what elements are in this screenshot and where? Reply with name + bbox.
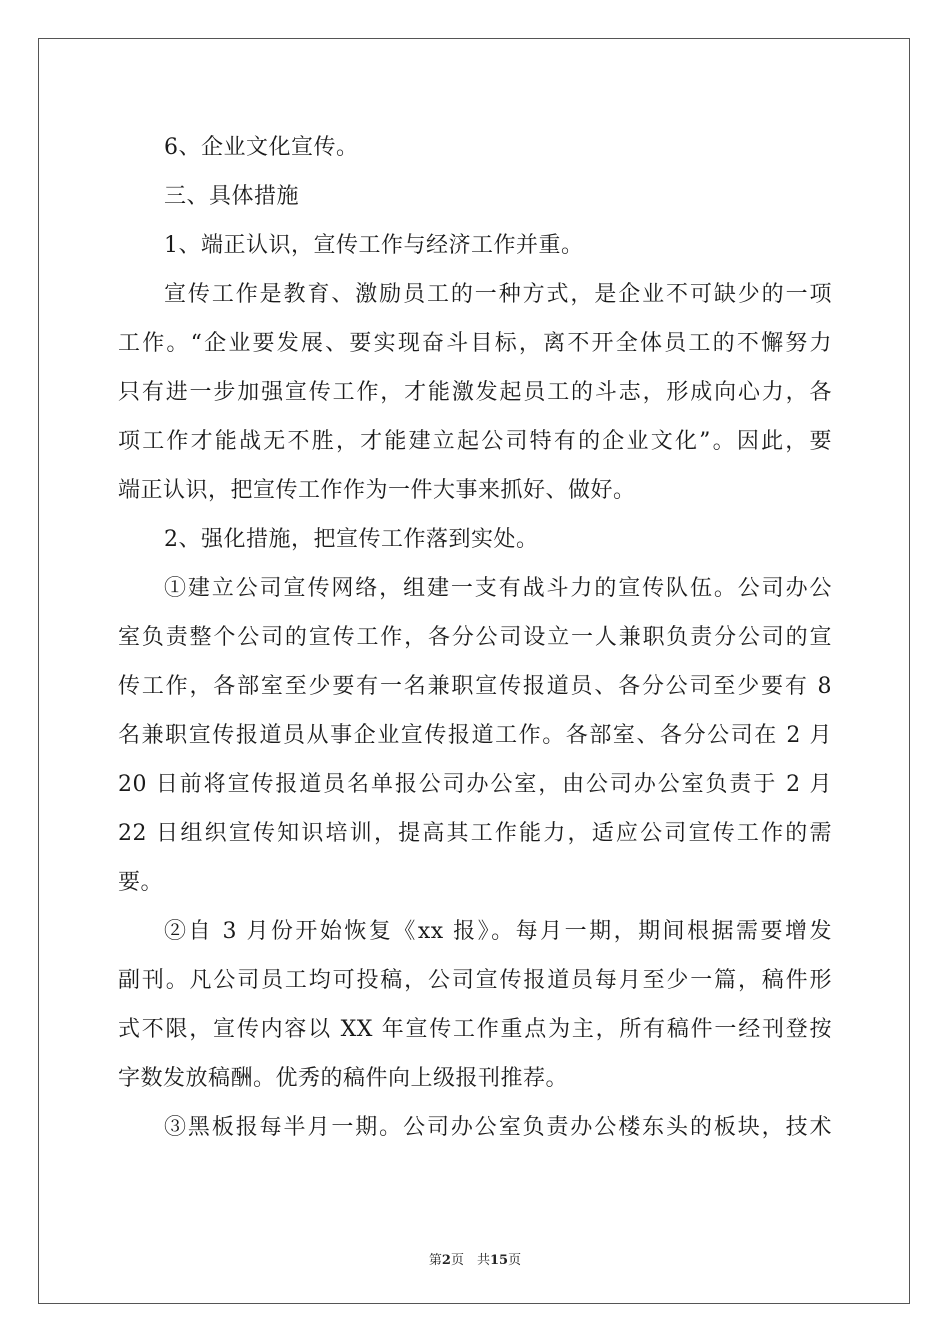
text-line: ③黑板报每半月一期。公司办公室负责办公楼东头的板块，技术: [164, 1115, 832, 1140]
document-body: [118, 123, 832, 1152]
text-line: 只有进一步加强宣传工作，才能激发起员工的斗志，形成向心力，各: [118, 380, 832, 405]
total-page-count: 15: [489, 1253, 509, 1268]
text-line: 室负责整个公司的宣传工作，各分公司设立一人兼职负责分公司的宣: [118, 625, 832, 650]
text-line: 三、具体措施: [164, 184, 300, 209]
text-line: 副刊。凡公司员工均可投稿，公司宣传报道员每月至少一篇，稿件形: [118, 968, 832, 993]
text-line: 20 日前将宣传报道员名单报公司办公室，由公司办公室负责于 2 月: [118, 772, 832, 797]
footer-prefix: 第: [428, 1253, 442, 1268]
current-page-number: 2: [441, 1253, 451, 1268]
footer-middle: 页 共: [450, 1253, 490, 1268]
text-line: 2、强化措施，把宣传工作落到实处。: [164, 527, 539, 552]
text-line: 1、端正认识，宣传工作与经济工作并重。: [164, 233, 584, 258]
text-line: 传工作，各部室至少要有一名兼职宣传报道员、各分公司至少要有 8: [118, 674, 832, 699]
text-line: 字数发放稿酬。优秀的稿件向上级报刊推荐。: [118, 1066, 569, 1091]
text-line: 端正认识，把宣传工作作为一件大事来抓好、做好。: [118, 478, 636, 503]
text-line: 工作。“企业要发展、要实现奋斗目标，离不开全体员工的不懈努力: [118, 331, 832, 356]
text-line: 式不限，宣传内容以 XX 年宣传工作重点为主，所有稿件一经刊登按: [118, 1017, 832, 1042]
text-line: 项工作才能战无不胜，才能建立起公司特有的企业文化”。因此，要: [118, 429, 832, 454]
text-line: 22 日组织宣传知识培训，提高其工作能力，适应公司宣传工作的需: [118, 821, 832, 846]
page-footer: [0, 1249, 950, 1268]
footer-suffix: 页: [508, 1253, 522, 1268]
text-line: 6、企业文化宣传。: [164, 135, 359, 160]
text-line: 名兼职宣传报道员从事企业宣传报道工作。各部室、各分公司在 2 月: [118, 723, 832, 748]
text-line: 要。: [118, 870, 164, 895]
text-line: ②自 3 月份开始恢复《xx 报》。每月一期，期间根据需要增发: [164, 919, 832, 944]
text-line: ①建立公司宣传网络，组建一支有战斗力的宣传队伍。公司办公: [164, 576, 832, 601]
text-line: 宣传工作是教育、激励员工的一种方式，是企业不可缺少的一项: [164, 282, 832, 307]
